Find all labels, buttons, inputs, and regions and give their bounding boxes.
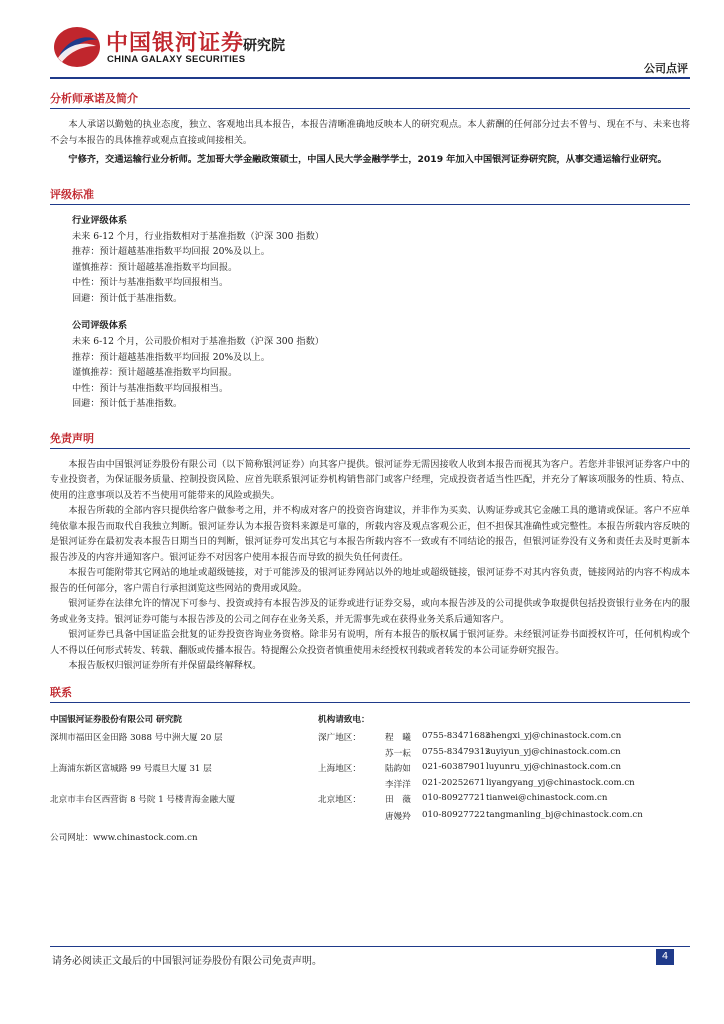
contact-section [50, 684, 690, 841]
website-link[interactable]: www.chinastock.com.cn [92, 832, 198, 843]
contact-person-name: 苏一耘 [385, 748, 411, 759]
company-rating-line: 谨慎推荐：预计超越基准指数平均回报。 [72, 367, 238, 378]
contact-heading: 联系 [50, 684, 690, 703]
contact-person-name: 唐嫚羚 [385, 811, 411, 822]
logo-chinese-name: 中国银河证券 [106, 31, 245, 56]
contact-phone: 010-80927721 [422, 792, 486, 803]
header-divider [50, 77, 690, 79]
contact-address: 上海浦东新区富城路 99 号震旦大厦 31 层 [50, 763, 212, 774]
company-rating-line: 推荐：预计超越基准指数平均回报 20%及以上。 [72, 351, 270, 363]
contact-email: chengxi_yj@chinastock.com.cn [486, 730, 622, 741]
page-number: 4 [656, 949, 674, 965]
analyst-heading: 分析师承诺及简介 [50, 90, 690, 109]
contact-phone: 0755-83471683 [422, 730, 491, 741]
industry-rating-block [50, 213, 690, 307]
footer-divider [50, 946, 690, 947]
contact-sales-title: 机构请致电： [318, 714, 370, 725]
contact-phone: 0755-83479312 [422, 746, 491, 757]
industry-rating-line: 推荐：预计超越基准指数平均回报 20%及以上。 [72, 246, 270, 257]
logo-english-name: CHINA GALAXY SECURITIES [107, 54, 246, 65]
analyst-bio: 宁修齐，交通运输行业分析师。芝加哥大学金融政策硕士，中国人民大学金融学学士，2019 年加入中国银河证券研究院，从事交通运输行业研究。 [68, 154, 667, 165]
region-name: 上海地区： [318, 763, 361, 774]
page-content [50, 90, 690, 841]
contact-email: tianwei@chinastock.com.cn [486, 792, 608, 803]
contact-phone: 021-60387901 [422, 761, 486, 772]
analyst-commitment: 本人承诺以勤勉的执业态度，独立、客观地出具本报告，本报告清晰准确地反映本人的研究观点。本人薪酬的任何部分过去不曾与、现在不与、未来也将不会与本报告的具体推荐或观点直接或间接相关。 [50, 119, 690, 146]
disclaimer-paragraph: 本报告由中国银河证券股份有限公司（以下简称银河证券）向其客户提供。银河证券无需因接收人收到本报告而视其为客户。若您并非银河证券客户中的专业投资者，为保证服务质量、控制投资风险、应首先联系银河证券机构销售部门或客户经理，完成投资者适当性匹配，并充分了解该项服务的性质、特点、使用的注意事项以及若不当使用可能带来的风险或损失。 [50, 458, 690, 501]
contact-address: 北京市丰台区西营街 8 号院 1 号楼青海金融大厦 [50, 794, 236, 805]
contact-email: liyangyang_yj@chinastock.com.cn [486, 777, 635, 788]
disclaimer-paragraph: 本报告版权归银河证券所有并保留最终解释权。 [68, 660, 262, 671]
website-row [50, 831, 198, 843]
disclaimer-paragraph: 银河证券在法律允许的情况下可参与、投资或持有本报告涉及的证券或进行证券交易，或向本报告涉及的公司提供或争取提供包括投资银行业务在内的服务或业务支持。银河证券可能与本报告涉及的公司之间存在业务关系，并无需事先或在获得业务关系后通知客户。 [50, 598, 690, 625]
disclaimer-paragraph: 本报告所载的全部内容只提供给客户做参考之用，并不构成对客户的投资咨询建议，并非作为买卖、认购证券或其它金融工具的邀请或保证。客户不应单纯依靠本报告而取代自我独立判断。银河证券认为本报告资料来源是可靠的，所载内容及观点客观公正，但不担保其准确性或完整性。本报告所载内容反映的是银河证券在最初发表本报告日期当日的判断，银河证券可发出其它与本报告所载内容不一致或有不同结论的报告，但银河证券没有义务和责任去及时更新本报告涉及的内容并通知客户。银河证券不对因客户使用本报告而导致的损失负任何责任。 [50, 505, 690, 563]
contact-person-name: 李洋洋 [385, 779, 411, 790]
contact-phone: 021-20252671 [422, 777, 486, 788]
contact-person-name: 陆韵如 [385, 763, 411, 774]
report-type-label: 公司点评 [644, 62, 688, 75]
company-rating-line: 未来 6-12 个月，公司股价相对于基准指数（沪深 300 指数） [72, 336, 324, 347]
contact-email: suyiyun_yj@chinastock.com.cn [486, 746, 621, 757]
rating-heading: 评级标准 [50, 186, 690, 205]
website-label: 公司网址： [50, 832, 93, 843]
disclaimer-paragraph: 银河证券已具备中国证监会批复的证券投资咨询业务资格。除非另有说明，所有本报告的版权属于银河证券。未经银河证券书面授权许可，任何机构或个人不得以任何形式转发、转载、翻版或传播本报告。特提醒公众投资者慎重使用未经授权刊载或者转发的本公司证券研究报告。 [50, 629, 690, 656]
contact-person-name: 田 薇 [385, 794, 411, 805]
contact-person-name: 程 曦 [385, 732, 411, 743]
company-rating-block [50, 318, 690, 412]
contact-phone: 010-80927722 [422, 809, 486, 820]
disclaimer-section [50, 430, 690, 674]
disclaimer-heading: 免责声明 [50, 430, 690, 449]
galaxy-logo-icon [52, 24, 102, 70]
rating-section [50, 186, 690, 412]
contact-address: 深圳市福田区金田路 3088 号中洲大厦 20 层 [50, 732, 223, 743]
industry-rating-line: 回避：预计低于基准指数。 [72, 292, 183, 304]
contact-table [50, 711, 690, 841]
disclaimer-paragraph: 本报告可能附带其它网站的地址或超级链接，对于可能涉及的银河证券网站以外的地址或超级链接，银河证券不对其内容负责，链接网站的内容不构成本报告的任何部分，客户需自行承担浏览这些网站的费用或风险。 [50, 567, 690, 594]
company-rating-title: 公司评级体系 [72, 320, 128, 331]
region-name: 北京地区： [318, 794, 361, 805]
logo-institute: 研究院 [243, 38, 285, 54]
industry-rating-line: 谨慎推荐：预计超越基准指数平均回报。 [72, 261, 238, 273]
industry-rating-title: 行业评级体系 [72, 214, 128, 226]
contact-email: luyunru_yj@chinastock.com.cn [486, 761, 622, 772]
industry-rating-line: 中性：预计与基准指数平均回报相当。 [72, 277, 229, 288]
industry-rating-line: 未来 6-12 个月，行业指数相对于基准指数（沪深 300 指数） [72, 230, 324, 242]
footer-disclaimer-note: 请务必阅读正文最后的中国银河证券股份有限公司免责声明。 [52, 956, 322, 967]
company-rating-line: 回避：预计低于基准指数。 [72, 398, 183, 409]
page-header [0, 0, 724, 80]
contact-company: 中国银河证券股份有限公司 研究院 [50, 714, 182, 725]
company-rating-line: 中性：预计与基准指数平均回报相当。 [72, 382, 229, 394]
analyst-section [50, 90, 690, 168]
region-name: 深广地区： [318, 732, 361, 743]
contact-email: tangmanling_bj@chinastock.com.cn [486, 809, 643, 820]
